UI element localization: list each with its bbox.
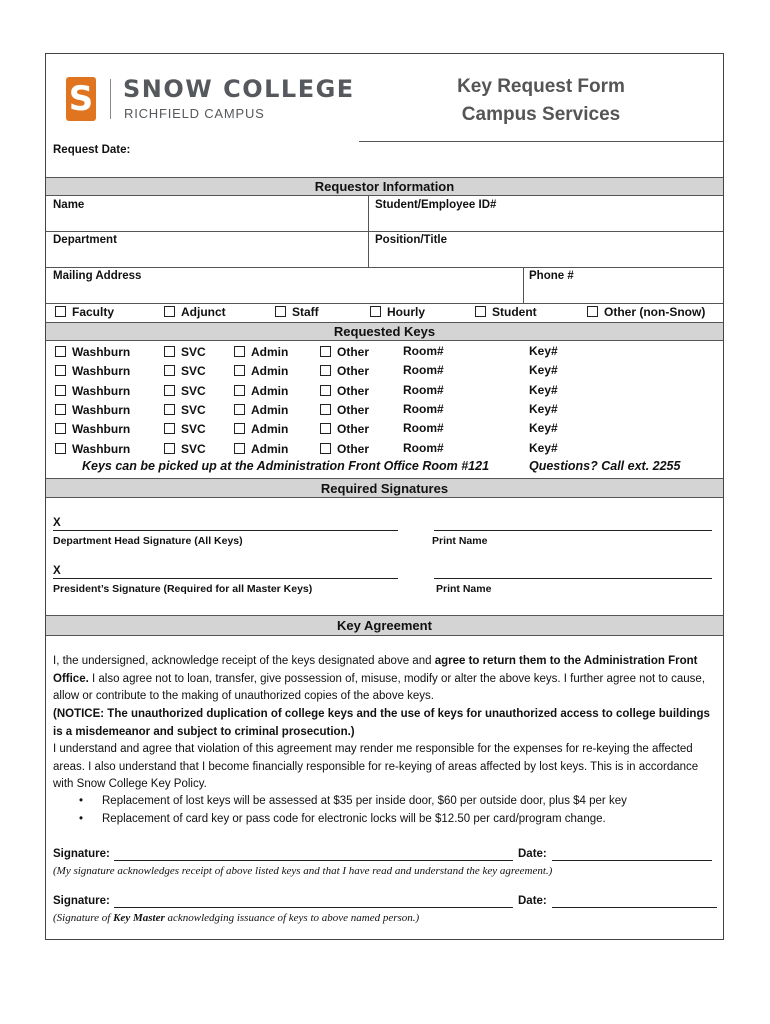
checkbox-box[interactable] [320,404,331,415]
key-option-label: Admin [251,345,289,359]
key-washburn-checkbox[interactable] [55,345,130,359]
key-number-field[interactable]: Key# [529,401,558,416]
phone-field[interactable] [524,267,724,303]
keymaster-signature-line[interactable] [114,907,513,908]
key-svc-checkbox[interactable] [164,422,206,436]
key-admin-checkbox[interactable] [234,345,288,359]
key-other-checkbox[interactable] [320,403,369,417]
requestor-date-line[interactable] [552,860,712,861]
keymaster-signature-note [53,912,419,924]
key-number-field[interactable]: Key# [529,344,558,358]
checkbox-box[interactable] [275,306,286,317]
agreement-return-clause: agree to return them to the Administration Front Office. [53,655,698,685]
key-other-checkbox[interactable] [320,345,369,359]
key-washburn-checkbox[interactable] [55,364,130,378]
category-other-checkbox[interactable] [587,305,705,319]
checkbox-box[interactable] [164,365,175,376]
key-svc-checkbox[interactable] [164,384,206,398]
form-title: Key Request Form [457,76,625,97]
room-number-field[interactable]: Room# [403,440,444,455]
dept-head-signature-line[interactable] [53,530,398,531]
key-admin-checkbox[interactable] [234,403,288,417]
college-logo [66,75,356,125]
requestor-signature-label: Signature: [53,848,110,860]
key-option-label: Admin [251,364,289,379]
bullet-glyph: • [79,813,84,825]
requestor-signature-line[interactable] [114,860,513,861]
checkbox-box[interactable] [55,365,66,376]
checkbox-box[interactable] [55,443,66,454]
checkbox-box[interactable] [320,423,331,434]
checkbox-box[interactable] [475,306,486,317]
key-option-label: Washburn [72,422,131,437]
questions-note: Questions? Call ext. 2255 [529,459,681,473]
key-option-label: Washburn [72,364,131,379]
key-option-label: Admin [251,422,289,437]
key-number-field[interactable]: Key# [529,382,558,397]
president-signature-label: President’s Signature (Required for all Master Keys) [53,583,313,595]
key-svc-checkbox[interactable] [164,364,206,378]
checkbox-box[interactable] [234,423,245,434]
room-number-field[interactable]: Room# [403,344,444,358]
key-option-label: Admin [251,402,289,417]
keymaster-date-label: Date: [518,895,547,907]
key-other-checkbox[interactable] [320,442,369,456]
position-field[interactable] [369,231,724,267]
key-option-label: SVC [181,345,206,359]
logo-mark-icon [66,77,96,121]
logo-brand: SNOW COLLEGE [123,75,355,103]
key-svc-checkbox[interactable] [164,442,206,456]
key-option-label: Other [337,441,370,456]
key-option-label: Admin [251,441,289,456]
key-other-checkbox[interactable] [320,422,369,436]
key-admin-checkbox[interactable] [234,384,288,398]
key-option-label: Washburn [72,345,131,359]
key-option-label: Other [337,402,370,417]
card-key-fee-item: Replacement of card key or pass code for electronic locks will be $12.50 per card/program change. [102,813,606,825]
key-request-row [46,344,725,363]
logo-divider [110,79,111,119]
category-label: Other (non-Snow) [604,305,706,319]
agreement-text: I, the undersigned, acknowledge receipt of the keys designated above and [53,655,435,667]
name-field[interactable] [46,195,368,231]
checkbox-box[interactable] [234,346,245,357]
key-admin-checkbox[interactable] [234,364,288,378]
address-row-divider [46,303,723,304]
department-label: Department [53,234,117,246]
key-master-term: Key Master [113,912,165,924]
bullet-glyph: • [79,795,84,807]
room-number-field[interactable]: Room# [403,401,444,416]
dept-head-x: X [53,517,61,529]
key-option-label: SVC [181,402,206,417]
category-adjunct-checkbox[interactable] [164,305,226,319]
checkbox-box[interactable] [55,306,66,317]
category-student-checkbox[interactable] [475,305,537,319]
dept-head-print-name-label: Print Name [432,535,488,547]
key-request-row [46,441,725,460]
mailing-address-field[interactable] [46,267,523,303]
president-print-name-label: Print Name [436,583,492,595]
dept-head-signature-label: Department Head Signature (All Keys) [53,535,243,547]
key-request-row [46,363,725,382]
category-label: Faculty [72,305,115,319]
requestor-date-label: Date: [518,848,547,860]
key-option-label: Washburn [72,441,131,456]
key-other-checkbox[interactable] [320,364,369,378]
key-option-label: Other [337,345,370,359]
name-label: Name [53,199,85,211]
checkbox-box[interactable] [320,385,331,396]
department-field[interactable] [46,231,368,267]
checkbox-box[interactable] [164,443,175,454]
category-staff-checkbox[interactable] [275,305,319,319]
dept-head-print-name-line[interactable] [434,530,712,531]
checkbox-box[interactable] [320,346,331,357]
checkbox-box[interactable] [164,346,175,357]
key-option-label: Other [337,364,370,379]
key-option-label: Other [337,383,370,398]
room-number-field[interactable]: Room# [403,421,444,436]
keymaster-signature-label: Signature: [53,895,110,907]
key-admin-checkbox[interactable] [234,422,288,436]
key-number-field[interactable]: Key# [529,421,558,436]
category-label: Hourly [387,305,426,319]
required-signatures-heading: Required Signatures [46,478,723,498]
room-number-field[interactable]: Room# [403,363,444,378]
key-option-label: SVC [181,364,206,379]
key-request-row [46,383,725,402]
category-label: Staff [292,305,319,319]
requestor-signature-note: (My signature acknowledges receipt of above listed keys and that I have read and understand the key agreement.) [53,865,553,877]
key-svc-checkbox[interactable] [164,345,206,359]
keymaster-date-line[interactable] [552,907,717,908]
key-svc-checkbox[interactable] [164,403,206,417]
agreement-paragraph-2: I understand and agree that violation of this agreement may render me responsible for the expenses for re-keying the affected areas. I also understand that I become financially responsible for re-keying of areas affected by lost keys. This is in accordance with Snow College Key Policy. [53,743,699,791]
request-date-label: Request Date: [53,144,131,156]
key-request-row [46,421,725,440]
requested-keys-heading: Requested Keys [46,322,723,341]
category-label: Student [492,305,537,319]
requestor-info-heading: Requestor Information [46,177,723,196]
key-option-label: SVC [181,422,206,437]
note-text: (Signature of [53,912,114,924]
key-option-label: Washburn [72,383,131,398]
note-text: acknowledging issuance of keys to above named person.) [164,912,420,924]
logo-campus: RICHFIELD CAMPUS [124,106,265,121]
president-x: X [53,565,61,577]
agreement-text: I also agree not to loan, transfer, give possession of, misuse, modify or alter the above keys. I further agree not to cause, allow or contribute to the making of unauthorized copies of the above keys. [53,672,706,703]
request-date-field[interactable] [136,142,716,174]
lost-keys-fee-item: Replacement of lost keys will be assessed at $35 per inside door, $60 per outside door, plus $4 per key [102,795,627,807]
key-option-label: SVC [181,441,206,456]
checkbox-box[interactable] [370,306,381,317]
key-number-field[interactable]: Key# [529,440,558,455]
checkbox-box[interactable] [164,385,175,396]
checkbox-box[interactable] [234,385,245,396]
checkbox-box[interactable] [164,423,175,434]
key-option-label: Washburn [72,402,131,417]
key-admin-checkbox[interactable] [234,442,288,456]
key-request-row [46,402,725,421]
checkbox-box[interactable] [55,385,66,396]
key-option-label: Other [337,422,370,437]
key-option-label: SVC [181,383,206,398]
key-option-label: Admin [251,383,289,398]
checkbox-box[interactable] [320,365,331,376]
form-subtitle: Campus Services [461,104,621,125]
key-request-form [45,53,724,940]
category-faculty-checkbox[interactable] [55,305,114,319]
mailing-address-label: Mailing Address [53,270,142,282]
phone-label: Phone # [529,270,574,282]
key-washburn-checkbox[interactable] [55,403,130,417]
key-other-checkbox[interactable] [320,384,369,398]
checkbox-box[interactable] [234,443,245,454]
key-washburn-checkbox[interactable] [55,422,130,436]
checkbox-box[interactable] [320,443,331,454]
agreement-notice: (NOTICE: The unauthorized duplication of college keys and the use of keys for unauthorized access to college buildings is a misdemeanor and subject to criminal prosecution.) [53,708,710,738]
checkbox-box[interactable] [164,306,175,317]
student-id-field[interactable] [369,195,724,231]
key-washburn-checkbox[interactable] [55,384,130,398]
pickup-note: Keys can be picked up at the Administration Front Office Room #121 [82,459,490,473]
checkbox-box[interactable] [55,346,66,357]
president-signature-line[interactable] [53,578,398,579]
checkbox-box[interactable] [587,306,598,317]
checkbox-box[interactable] [234,365,245,376]
president-print-name-line[interactable] [434,578,712,579]
checkbox-box[interactable] [55,423,66,434]
key-agreement-heading: Key Agreement [46,615,723,636]
checkbox-box[interactable] [55,404,66,415]
position-label: Position/Title [375,234,447,246]
room-number-field[interactable]: Room# [403,382,444,397]
logo-letter: S [68,79,94,119]
key-number-field[interactable]: Key# [529,363,558,378]
student-id-label: Student/Employee ID# [375,199,497,211]
checkbox-box[interactable] [234,404,245,415]
key-washburn-checkbox[interactable] [55,442,130,456]
category-hourly-checkbox[interactable] [370,305,425,319]
agreement-paragraph-1 [53,653,718,706]
category-label: Adjunct [181,305,226,319]
checkbox-box[interactable] [164,404,175,415]
